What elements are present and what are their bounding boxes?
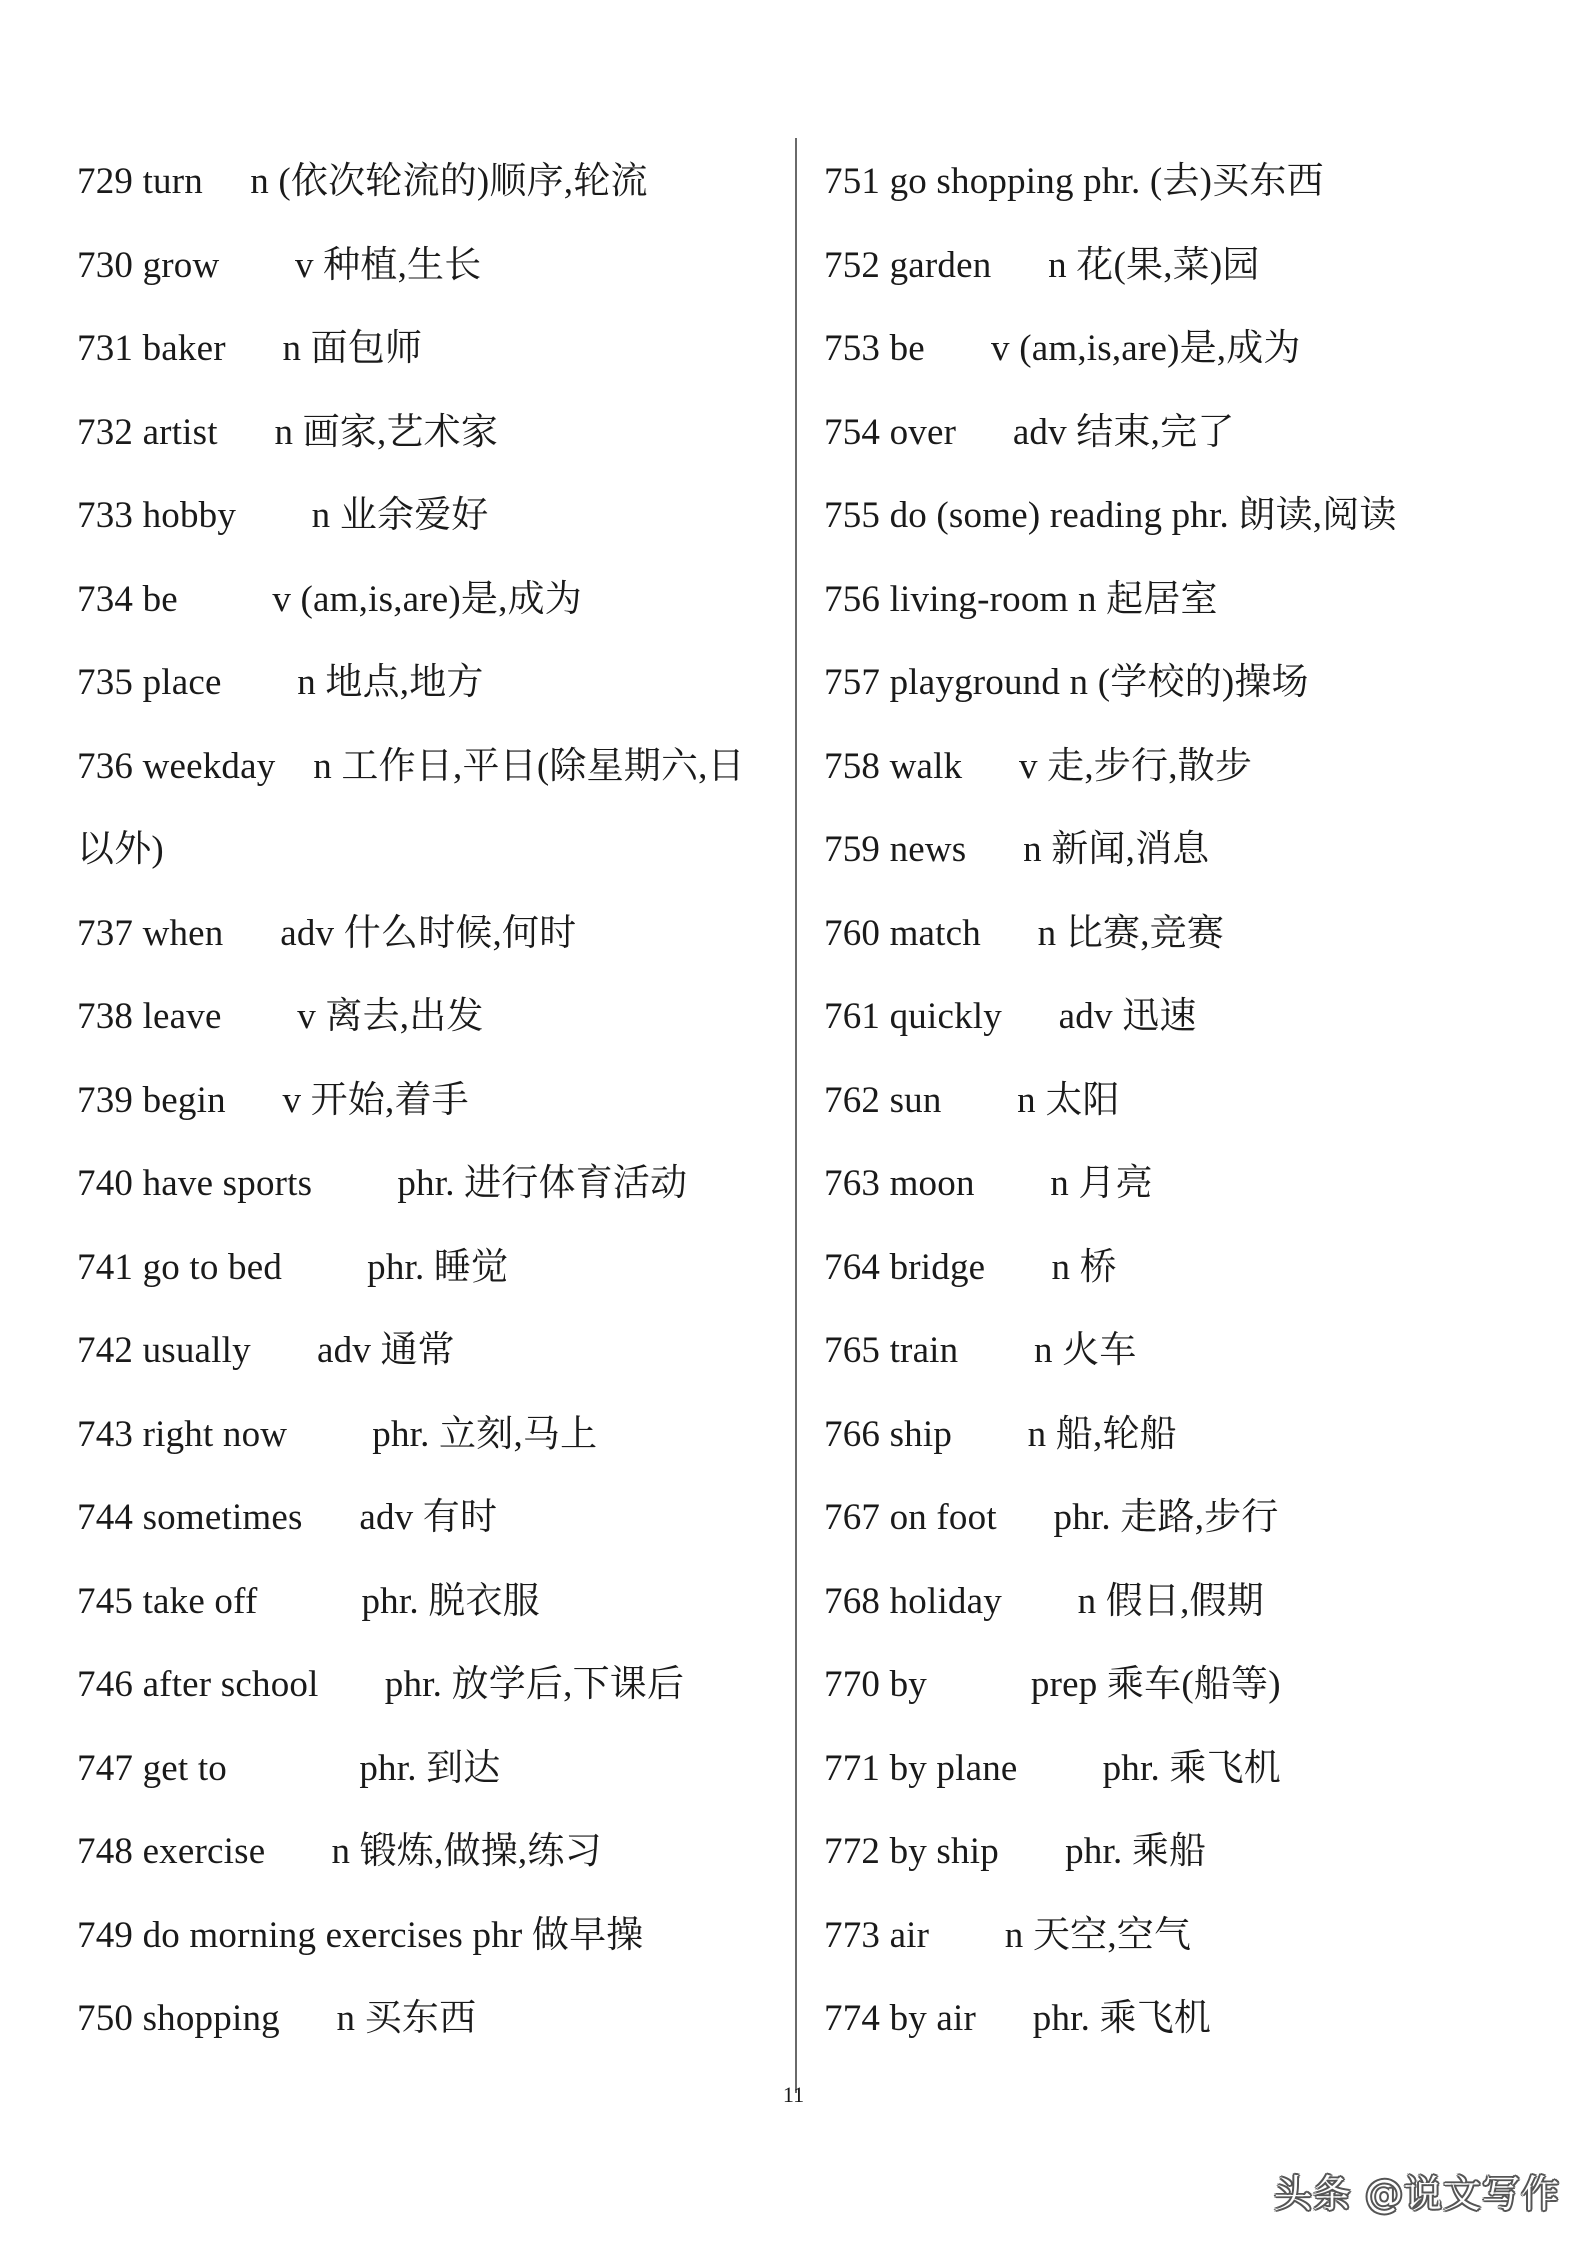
entry-number: 731	[77, 328, 134, 369]
entry-word: ship	[889, 1413, 953, 1455]
entry-number: 742	[77, 1330, 134, 1371]
entry-number: 772	[824, 1831, 881, 1872]
vocab-entry	[77, 1309, 797, 1393]
entry-number: 744	[77, 1497, 134, 1538]
entry-word: be	[142, 578, 178, 620]
entry-definition: phr 做早操	[472, 1914, 644, 1956]
entry-number: 760	[824, 912, 881, 954]
entry-word: by	[889, 1664, 927, 1705]
entry-definition: phr. 到达	[359, 1747, 501, 1789]
vocab-entry	[77, 975, 797, 1059]
entry-word: artist	[142, 411, 218, 453]
vocab-entry	[77, 1142, 797, 1226]
entry-definition: n 工作日,平日(除星期六,日以外)	[77, 745, 745, 870]
entry-definition: phr. 走路,步行	[1053, 1497, 1279, 1538]
entry-number: 767	[824, 1497, 881, 1538]
entry-number: 753	[824, 328, 881, 369]
entry-word: when	[142, 912, 224, 954]
vocab-entry	[824, 1977, 1544, 2061]
entry-word: go shopping	[889, 161, 1074, 202]
vocab-entry	[824, 224, 1544, 308]
entry-word: place	[142, 662, 222, 703]
entry-word: bridge	[889, 1246, 986, 1288]
entry-number: 730	[77, 244, 134, 286]
vocab-entry	[77, 892, 797, 976]
entry-definition: phr. 立刻,马上	[372, 1413, 598, 1455]
entry-word: air	[889, 1914, 930, 1956]
vocab-entry	[824, 1393, 1544, 1477]
vocab-entry	[824, 808, 1544, 892]
entry-definition: n 业余爱好	[311, 495, 489, 536]
vocab-entry	[824, 1226, 1544, 1310]
vocab-entry	[77, 1643, 797, 1727]
entry-number: 762	[824, 1079, 881, 1121]
entry-definition: v 开始,着手	[282, 1079, 469, 1121]
entry-definition: n 起居室	[1077, 578, 1218, 620]
entry-number: 734	[77, 578, 134, 620]
vocab-entry	[77, 641, 797, 725]
entry-definition: v (am,is,are)是,成为	[272, 578, 582, 620]
entry-word: weekday	[142, 745, 276, 787]
entry-number: 738	[77, 996, 134, 1037]
vocab-entry	[77, 1059, 797, 1143]
vocab-entry	[77, 140, 797, 224]
entry-word: get to	[142, 1747, 227, 1789]
entry-word: exercise	[142, 1831, 266, 1872]
entry-number: 764	[824, 1246, 881, 1288]
vocab-entry	[824, 1309, 1544, 1393]
entry-word: hobby	[142, 495, 237, 536]
entry-word: playground	[889, 662, 1061, 703]
vocab-entry	[77, 474, 797, 558]
entry-definition: n 花(果,菜)园	[1048, 244, 1260, 286]
vocab-entry	[824, 391, 1544, 475]
entry-number: 741	[77, 1246, 134, 1288]
entry-number: 748	[77, 1831, 134, 1872]
entry-word: be	[889, 328, 925, 369]
entry-word: baker	[142, 328, 226, 369]
entry-definition: n 面包师	[282, 328, 423, 369]
entry-word: do (some) reading	[889, 495, 1163, 536]
entry-number: 757	[824, 662, 881, 703]
entry-number: 761	[824, 996, 881, 1037]
entry-number: 732	[77, 411, 134, 453]
entry-definition: adv 有时	[359, 1497, 498, 1538]
vocab-entry	[77, 1560, 797, 1644]
entry-word: take off	[142, 1580, 258, 1622]
entry-word: after school	[142, 1664, 319, 1705]
entry-definition: n 桥	[1051, 1246, 1117, 1288]
entry-number: 766	[824, 1413, 881, 1455]
vocab-entry	[77, 1977, 797, 2061]
entry-number: 754	[824, 411, 881, 453]
vocab-entry	[824, 140, 1544, 224]
vocab-entry	[824, 1727, 1544, 1811]
entry-number: 747	[77, 1747, 134, 1789]
entry-definition: phr. 乘飞机	[1032, 1998, 1212, 2039]
entry-number: 768	[824, 1580, 881, 1622]
entry-number: 750	[77, 1998, 134, 2039]
entry-word: holiday	[889, 1580, 1002, 1622]
entry-definition: n 船,轮船	[1027, 1413, 1177, 1455]
vocab-entry	[824, 474, 1544, 558]
entry-number: 739	[77, 1079, 134, 1121]
entry-word: by plane	[889, 1747, 1018, 1789]
entry-number: 737	[77, 912, 134, 954]
entry-number: 735	[77, 662, 134, 703]
entry-definition: phr. 乘飞机	[1102, 1747, 1281, 1789]
entry-definition: n 锻炼,做操,练习	[331, 1831, 602, 1872]
column-divider	[795, 138, 797, 2093]
entry-number: 770	[824, 1664, 881, 1705]
entry-definition: n (依次轮流的)顺序,轮流	[250, 161, 648, 202]
entry-definition: v (am,is,are)是,成为	[991, 328, 1301, 369]
entry-definition: phr. 放学后,下课后	[384, 1664, 685, 1705]
entry-definition: v 走,步行,散步	[1019, 745, 1253, 787]
entry-word: usually	[142, 1330, 251, 1371]
entry-number: 749	[77, 1914, 134, 1956]
vocab-entry	[824, 1810, 1544, 1894]
vocab-entry	[824, 641, 1544, 725]
entry-word: match	[889, 912, 981, 954]
entry-word: sun	[889, 1079, 942, 1121]
entry-number: 746	[77, 1664, 134, 1705]
entry-number: 752	[824, 244, 881, 286]
entry-definition: phr. 进行体育活动	[397, 1163, 688, 1204]
vocab-entry	[824, 1059, 1544, 1143]
entry-word: train	[889, 1330, 959, 1371]
entry-definition: phr. 睡觉	[367, 1246, 509, 1288]
entry-number: 758	[824, 745, 881, 787]
entry-word: right now	[142, 1413, 288, 1455]
entry-word: over	[889, 411, 957, 453]
entry-word: walk	[889, 745, 963, 787]
entry-number: 774	[824, 1998, 881, 2039]
vocab-entry	[824, 975, 1544, 1059]
entry-word: by air	[889, 1998, 977, 2039]
entry-number: 736	[77, 745, 134, 787]
entry-word: leave	[142, 996, 222, 1037]
entry-definition: n 比赛,竞赛	[1037, 912, 1225, 954]
vocab-entry	[824, 892, 1544, 976]
vocab-entry	[77, 1226, 797, 1310]
entry-number: 756	[824, 578, 881, 620]
entry-number: 740	[77, 1163, 134, 1204]
entry-number: 759	[824, 829, 881, 870]
entry-number: 751	[824, 161, 881, 202]
entry-definition: v 离去,出发	[297, 996, 484, 1037]
entry-word: begin	[142, 1079, 226, 1121]
entry-word: by ship	[889, 1831, 999, 1872]
entry-number: 763	[824, 1163, 881, 1204]
vocab-entry	[77, 1476, 797, 1560]
entry-definition: phr. 乘船	[1065, 1831, 1207, 1872]
entry-definition: adv 什么时候,何时	[280, 912, 577, 954]
entry-definition: phr. 朗读,阅读	[1171, 495, 1397, 536]
vocab-entry	[77, 1727, 797, 1811]
vocab-entry	[77, 224, 797, 308]
entry-word: do morning exercises	[142, 1914, 464, 1956]
entry-number: 745	[77, 1580, 134, 1622]
watermark: 头条 @说文写作	[1273, 2172, 1560, 2216]
vocab-entry	[824, 307, 1544, 391]
entry-word: news	[889, 829, 967, 870]
vocab-entry	[77, 1393, 797, 1477]
entry-number: 771	[824, 1747, 881, 1789]
entry-word: quickly	[889, 996, 1002, 1037]
entry-word: go to bed	[142, 1246, 283, 1288]
vocab-entry	[824, 1643, 1544, 1727]
vocab-entry	[77, 1894, 797, 1978]
entry-definition: n 太阳	[1017, 1079, 1120, 1121]
vocab-entry	[77, 391, 797, 475]
vocab-entry	[77, 725, 777, 892]
entry-number: 729	[77, 161, 134, 202]
vocab-entry	[824, 725, 1544, 809]
entry-number: 755	[824, 495, 881, 536]
entry-word: living-room	[889, 578, 1069, 620]
entry-word: garden	[889, 244, 992, 286]
entry-word: sometimes	[142, 1497, 303, 1538]
entry-definition: adv 结束,完了	[1012, 411, 1235, 453]
entry-word: shopping	[142, 1998, 280, 2039]
entry-word: have sports	[142, 1163, 313, 1204]
entry-definition: n 买东西	[336, 1998, 477, 2039]
entry-definition: phr. (去)买东西	[1083, 161, 1324, 202]
vocab-entry	[824, 1894, 1544, 1978]
entry-definition: n 地点,地方	[297, 662, 484, 703]
entry-definition: n 新闻,消息	[1023, 829, 1210, 870]
entry-definition: n 月亮	[1050, 1163, 1153, 1204]
entry-number: 743	[77, 1413, 134, 1455]
entry-definition: adv 通常	[317, 1330, 455, 1371]
entry-definition: n 画家,艺术家	[274, 411, 499, 453]
entry-word: turn	[142, 161, 203, 202]
right-column	[824, 140, 1544, 2061]
entry-definition: prep 乘车(船等)	[1030, 1664, 1281, 1705]
vocab-entry	[824, 1476, 1544, 1560]
vocab-entry	[77, 1810, 797, 1894]
vocab-entry	[824, 558, 1544, 642]
entry-number: 733	[77, 495, 134, 536]
left-column	[77, 140, 797, 2061]
entry-definition: n (学校的)操场	[1069, 662, 1309, 703]
entry-definition: adv 迅速	[1058, 996, 1197, 1037]
entry-definition: phr. 脱衣服	[361, 1580, 540, 1622]
entry-number: 765	[824, 1330, 881, 1371]
vocab-entry	[77, 307, 797, 391]
entry-definition: n 假日,假期	[1077, 1580, 1264, 1622]
entry-definition: n 天空,空气	[1004, 1914, 1192, 1956]
entry-definition: n 火车	[1033, 1330, 1137, 1371]
entry-definition: v 种植,生长	[295, 244, 482, 286]
vocab-entry	[824, 1560, 1544, 1644]
entry-number: 773	[824, 1914, 881, 1956]
entry-word: grow	[142, 244, 220, 286]
entry-word: on foot	[889, 1497, 997, 1538]
entry-word: moon	[889, 1163, 975, 1204]
vocab-entry	[77, 558, 797, 642]
page-number: 11	[782, 2082, 805, 2107]
vocab-entry	[824, 1142, 1544, 1226]
